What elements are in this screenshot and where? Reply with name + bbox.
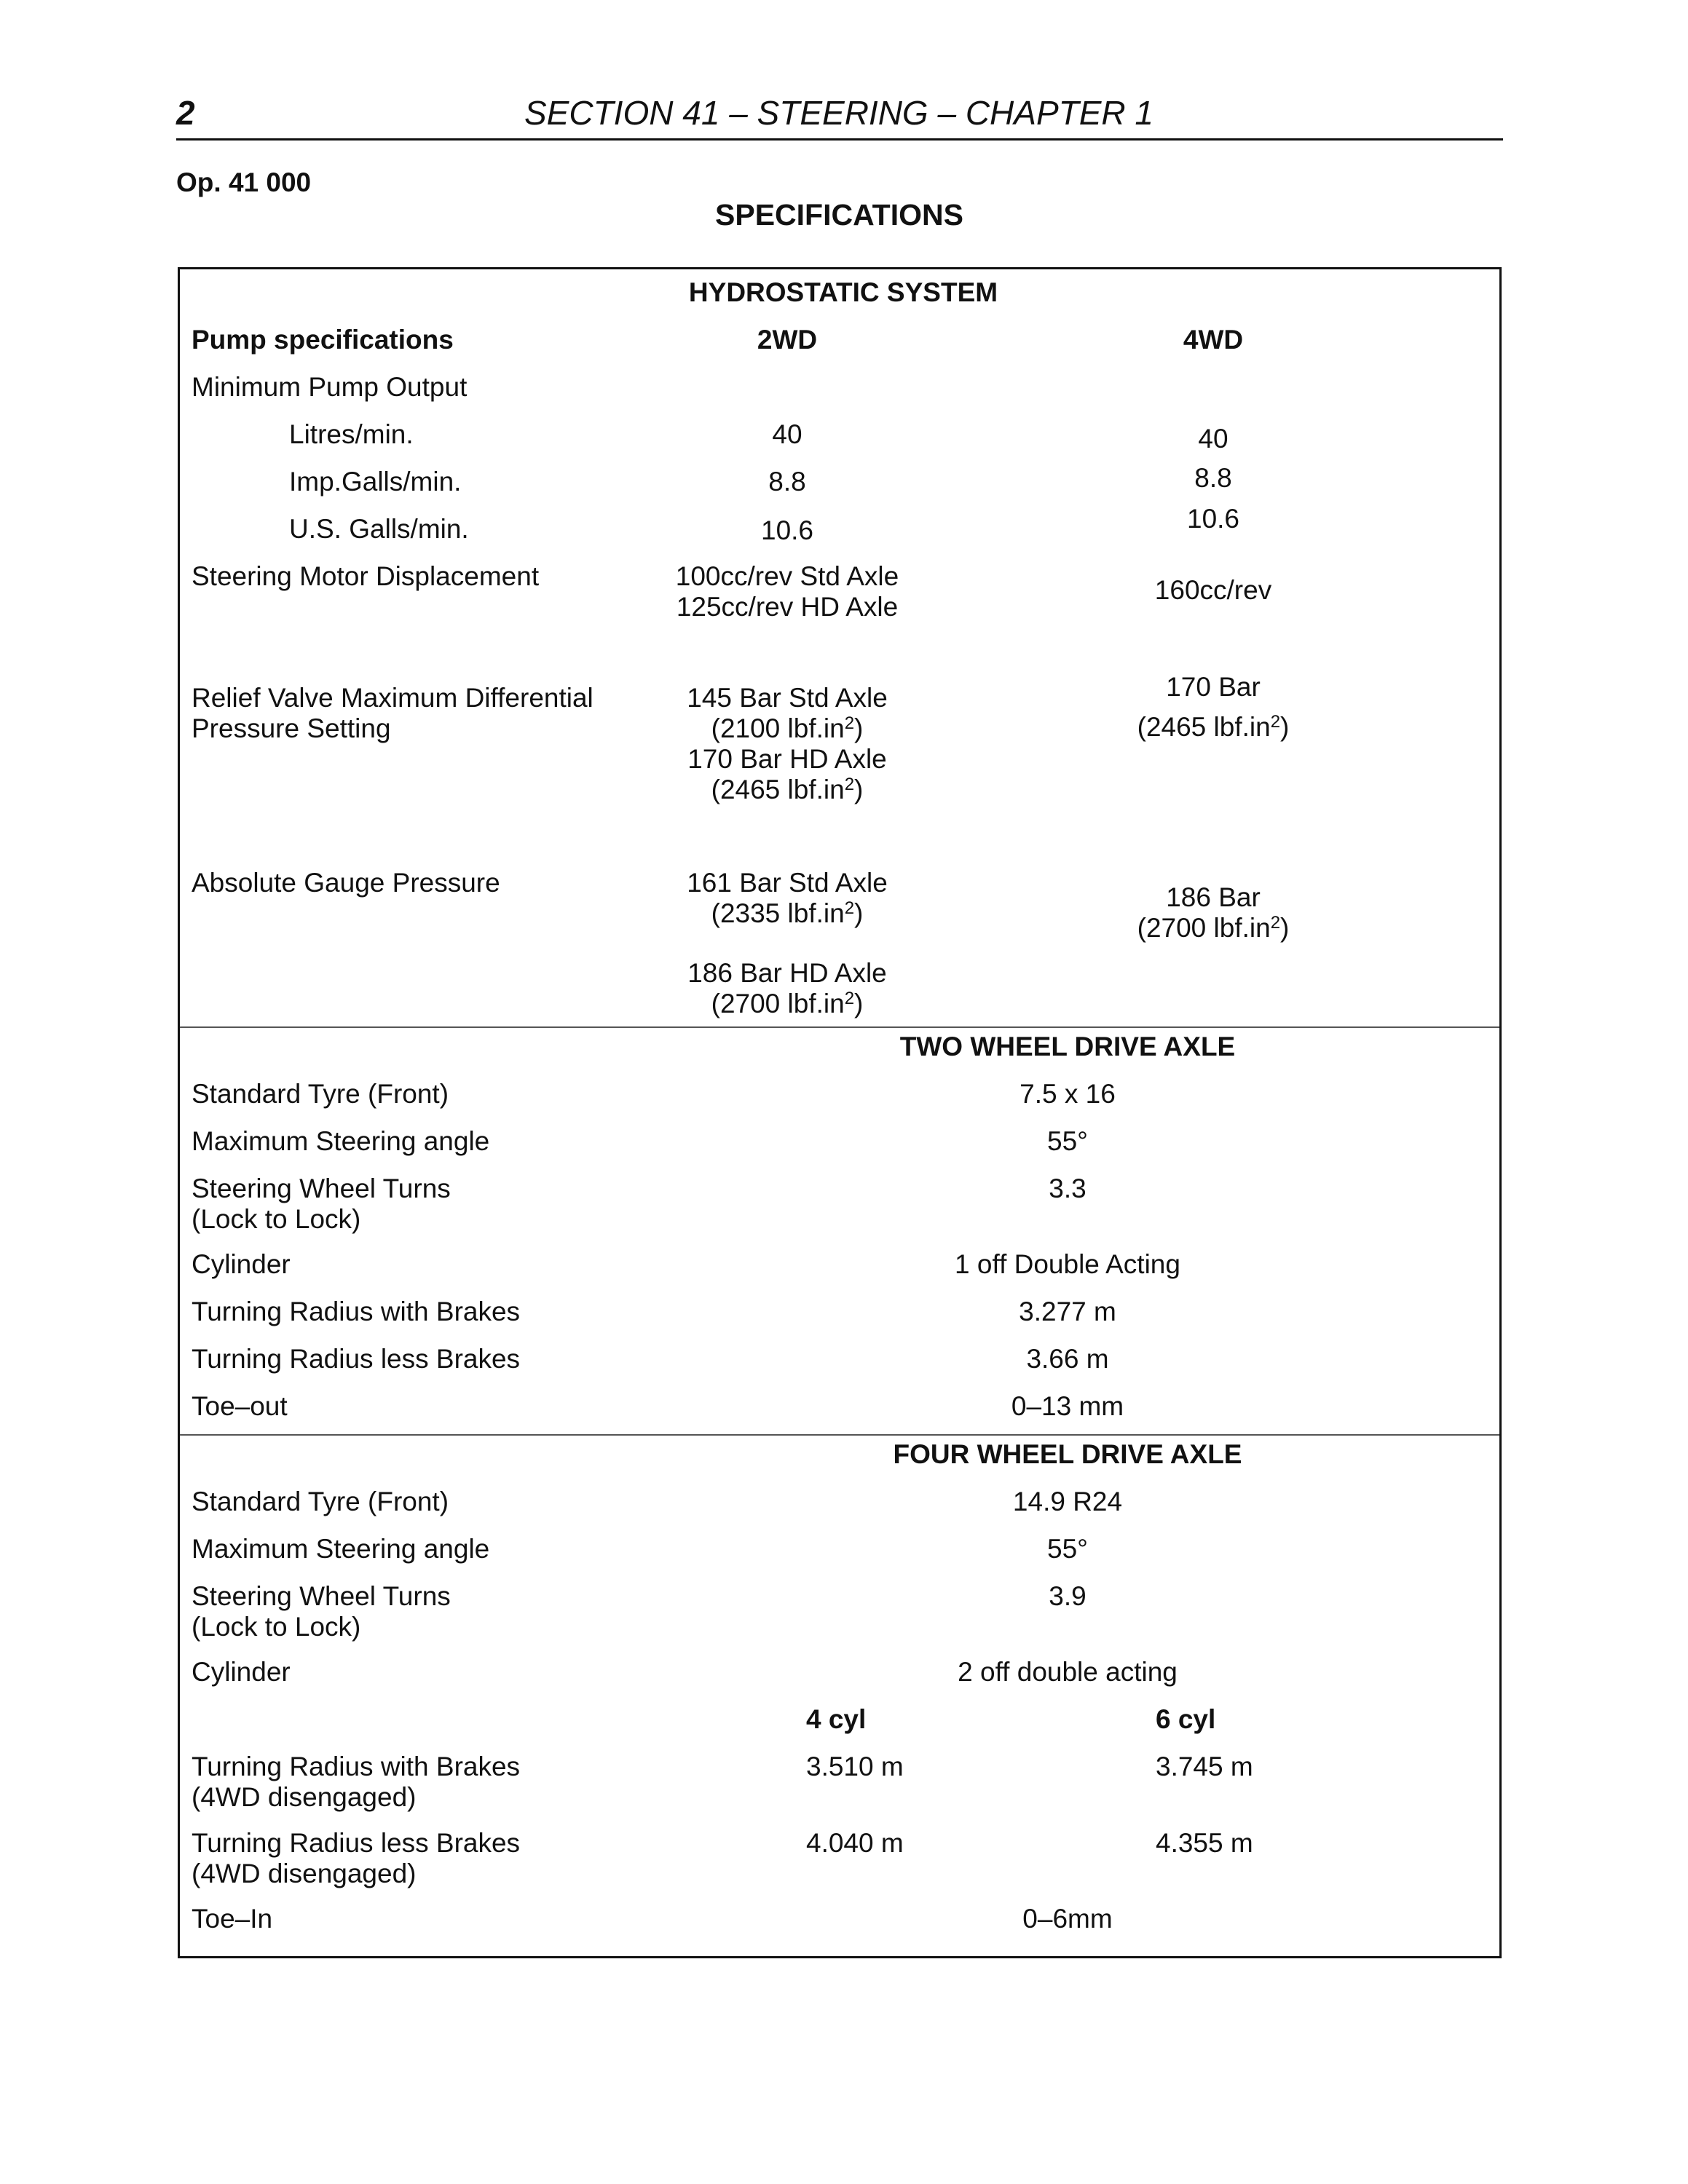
motor-4wd: 160cc/rev [1154,575,1272,605]
gauge-2wd-hd: 186 Bar HD Axle [687,958,887,988]
two-wd-row-label-sub: (Lock to Lock) [192,1204,361,1234]
four-wd-tr-less-6cyl: 4.355 m [1156,1828,1253,1858]
hydrostatic-heading: HYDROSTATIC SYSTEM [688,277,998,307]
col-6cyl-header: 6 cyl [1156,1704,1216,1734]
two-wd-row-value: 3.277 m [1019,1297,1116,1326]
four-wd-tr-less-label: Turning Radius less Brakes [192,1828,521,1858]
two-wd-row-label: Steering Wheel Turns [192,1174,451,1203]
four-wd-heading: FOUR WHEEL DRIVE AXLE [893,1439,1242,1469]
min-output-label: Minimum Pump Output [192,372,468,402]
four-wd-cylinder-value: 2 off double acting [958,1657,1178,1687]
four-wd-tr-brakes-6cyl: 3.745 m [1156,1752,1253,1781]
two-wd-row-label: Turning Radius less Brakes [192,1344,521,1374]
col-4cyl-header: 4 cyl [806,1704,867,1734]
pump-spec-label: Pump specifications [192,325,454,355]
two-wd-row-value: 3.66 m [1026,1344,1109,1374]
gauge-2wd-hd-lbf: (2700 $lbf.in^2$) [711,989,864,1018]
litres-label: Litres/min. [289,419,414,449]
section-divider [180,1026,1499,1028]
two-wd-row-label: Toe–out [192,1391,288,1421]
gauge-2wd-std-lbf: (2335 $lbf.in^2$) [711,898,864,928]
relief-label-line2: Pressure Setting [192,713,391,743]
relief-2wd-hd-lbf: (2465 $lbf.in^2$) [711,775,864,804]
two-wd-row-label: Standard Tyre (Front) [192,1079,449,1109]
col-2wd-header: 2WD [757,325,818,355]
gauge-2wd-std: 161 Bar Std Axle [687,868,888,898]
imp-galls-label: Imp.Galls/min. [289,467,462,496]
litres-4wd: 40 [1198,424,1228,454]
two-wd-row-label: Cylinder [192,1249,291,1279]
page-title: SPECIFICATIONS [715,198,963,232]
relief-2wd-std: 145 Bar Std Axle [687,683,888,713]
two-wd-row-value: 55° [1047,1126,1088,1156]
four-wd-tyre-value: 14.9 R24 [1012,1487,1123,1516]
motor-2wd-hd: 125cc/rev HD Axle [676,592,899,622]
imp-galls-2wd: 8.8 [768,467,806,496]
motor-displacement-label: Steering Motor Displacement [192,561,540,591]
two-wd-heading: TWO WHEEL DRIVE AXLE [899,1032,1236,1061]
two-wd-row-value: 7.5 x 16 [1019,1079,1116,1109]
four-wd-toe-value: 0–6mm [1022,1904,1113,1934]
gauge-4wd: 186 Bar [1166,882,1261,912]
relief-2wd-std-lbf: (2100 $lbf.in^2$) [711,713,864,743]
four-wd-cylinder-label: Cylinder [192,1657,291,1687]
two-wd-row-value: 3.3 [1049,1174,1086,1203]
four-wd-tyre-label: Standard Tyre (Front) [192,1487,449,1516]
motor-2wd-std: 100cc/rev Std Axle [675,561,899,591]
us-galls-2wd: 10.6 [760,515,814,545]
gauge-pressure-label: Absolute Gauge Pressure [192,868,500,898]
page-number: 2 [176,94,195,132]
four-wd-tr-brakes-4cyl: 3.510 m [806,1752,904,1781]
relief-4wd: 170 Bar [1166,672,1261,702]
gauge-4wd-lbf: (2700 $lbf.in^2$) [1137,913,1290,943]
four-wd-toe-label: Toe–In [192,1904,273,1934]
litres-2wd: 40 [772,419,802,449]
col-4wd-header: 4WD [1183,325,1244,355]
four-wd-tr-less-4cyl: 4.040 m [806,1828,904,1858]
us-galls-4wd: 10.6 [1186,504,1240,534]
specifications-table [178,267,1502,1958]
two-wd-row-label: Turning Radius with Brakes [192,1297,521,1326]
imp-galls-4wd: 8.8 [1194,463,1232,493]
header-divider [176,138,1503,141]
four-wd-tr-brakes-label-sub: (4WD disengaged) [192,1782,417,1812]
two-wd-row-value: 1 off Double Acting [955,1249,1180,1279]
section-title: SECTION 41 – STEERING – CHAPTER 1 [524,94,1154,132]
relief-4wd-lbf: (2465 $lbf.in^2$) [1137,712,1290,742]
relief-label-line1: Relief Valve Maximum Differential [192,683,593,713]
us-galls-label: U.S. Galls/min. [289,514,469,544]
four-wd-angle-label: Maximum Steering angle [192,1534,490,1564]
op-code: Op. 41 000 [176,167,312,197]
four-wd-turns-label-sub: (Lock to Lock) [192,1612,361,1642]
relief-2wd-hd: 170 Bar HD Axle [687,744,887,774]
two-wd-row-value: 0–13 mm [1011,1391,1124,1421]
four-wd-turns-label: Steering Wheel Turns [192,1581,451,1611]
four-wd-turns-value: 3.9 [1049,1581,1086,1611]
two-wd-row-label: Maximum Steering angle [192,1126,490,1156]
four-wd-tr-less-label-sub: (4WD disengaged) [192,1859,417,1888]
four-wd-tr-brakes-label: Turning Radius with Brakes [192,1752,521,1781]
four-wd-angle-value: 55° [1047,1534,1088,1564]
section-divider [180,1434,1499,1436]
